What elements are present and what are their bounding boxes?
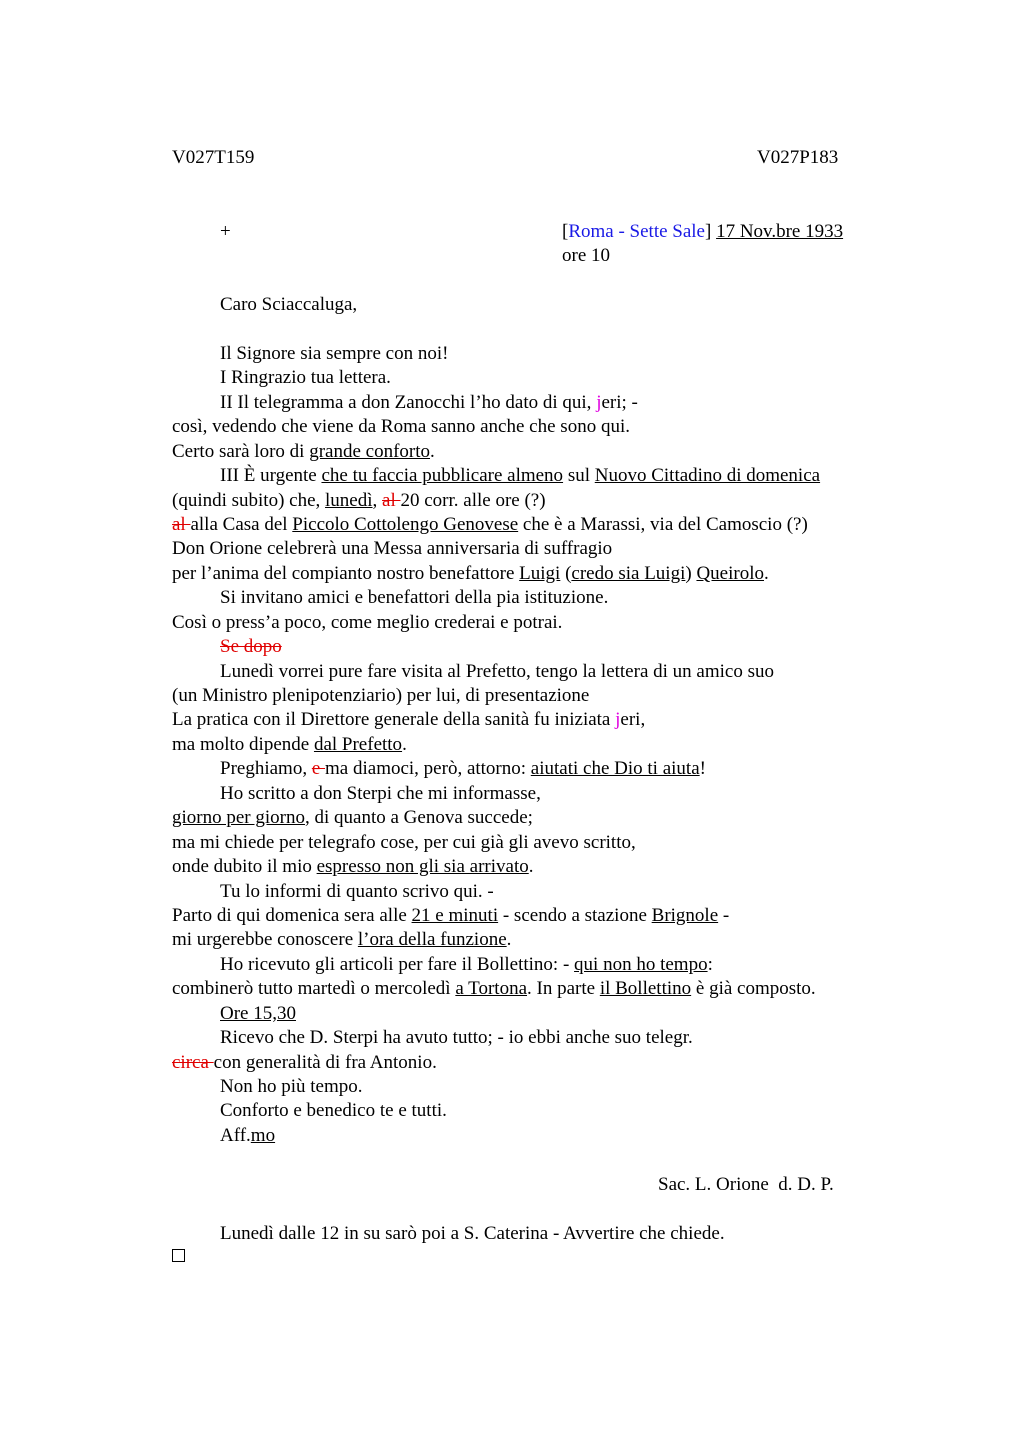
checkbox-square-icon xyxy=(172,1249,185,1262)
body-line: Lunedì vorrei pure fare visita al Prefetto, tengo la lettera di un amico suo xyxy=(220,661,774,682)
body-line: Ho scritto a don Sterpi che mi informasse, xyxy=(220,783,541,804)
correction-mark: j xyxy=(615,709,621,730)
body-line: Tu lo informi di quanto scrivo qui. - xyxy=(220,881,494,902)
date: 17 Nov.bre 1933 xyxy=(716,221,844,242)
body-line: Don Orione celebrerà una Messa anniversaria di suffragio xyxy=(172,538,613,559)
time: ore 10 xyxy=(562,245,611,266)
body-line: Aff.mo xyxy=(220,1125,276,1146)
place-date xyxy=(562,220,843,244)
body-line: Conforto e benedico te e tutti. xyxy=(220,1100,447,1121)
bracket-open: [ xyxy=(562,221,569,242)
deletion-mark: al xyxy=(382,490,401,511)
body-line: ma molto dipende dal Prefetto. xyxy=(172,734,407,755)
body-line: III È urgente che tu faccia pubblicare almeno sul Nuovo Cittadino di domenica xyxy=(220,465,821,486)
body-line xyxy=(220,635,282,659)
body-line: Certo sarà loro di grande conforto. xyxy=(172,441,435,462)
document-code-left: V027T159 xyxy=(172,147,255,168)
salutation: Caro Sciaccaluga, xyxy=(220,294,358,315)
body-line: Non ho più tempo. xyxy=(220,1076,363,1097)
deletion-mark: al xyxy=(172,514,191,535)
body-line: ma mi chiede per telegrafo cose, per cui già gli avevo scritto, xyxy=(172,832,636,853)
body-line: onde dubito il mio espresso non gli sia arrivato. xyxy=(172,856,534,877)
postscript: Lunedì dalle 12 in su sarò poi a S. Caterina - Avvertire che chiede. xyxy=(220,1223,725,1244)
body-line: mi urgerebbe conoscere l’ora della funzione. xyxy=(172,929,512,950)
body-line: (quindi subito) che, lunedì, al 20 corr. alle ore (?) xyxy=(172,490,546,511)
body-line: Ore 15,30 xyxy=(220,1003,296,1024)
body-line: Ricevo che D. Sterpi ha avuto tutto; - io ebbi anche suo telegr. xyxy=(220,1027,693,1048)
place: Roma - Sette Sale xyxy=(568,221,705,242)
body-line: Il Signore sia sempre con noi! xyxy=(220,343,449,364)
body-line: circa con generalità di fra Antonio. xyxy=(172,1052,437,1073)
deletion-mark: circa xyxy=(172,1052,214,1073)
body-line: al alla Casa del Piccolo Cottolengo Genovese che è a Marassi, via del Camoscio (?) xyxy=(172,514,808,535)
body-line: combinerò tutto martedì o mercoledì a Tortona. In parte il Bollettino è già composto. xyxy=(172,978,816,999)
body-line: Si invitano amici e benefattori della pia istituzione. xyxy=(220,587,609,608)
body-line: Preghiamo, e ma diamoci, però, attorno: aiutati che Dio ti aiuta! xyxy=(220,758,706,779)
body-line: Parto di qui domenica sera alle 21 e minuti - scendo a stazione Brignole - xyxy=(172,905,730,926)
correction-mark: j xyxy=(596,392,602,413)
document-code-right: V027P183 xyxy=(757,147,839,168)
bracket-close: ] xyxy=(705,221,712,242)
body-line: Ho ricevuto gli articoli per fare il Bollettino: - qui non ho tempo: xyxy=(220,954,713,975)
signature: Sac. L. Orione d. D. P. xyxy=(658,1174,834,1195)
deletion-mark: Se dopo xyxy=(220,636,282,657)
body-line: così, vedendo che viene da Roma sanno anche che sono qui. xyxy=(172,416,630,437)
body-line: La pratica con il Direttore generale della sanità fu iniziata jeri, xyxy=(172,709,646,730)
cross-mark: + xyxy=(220,221,231,242)
body-line: giorno per giorno, di quanto a Genova succede; xyxy=(172,807,533,828)
body-line: II Il telegramma a don Zanocchi l’ho dato di qui, jeri; - xyxy=(220,392,638,413)
body-line: Così o press’a poco, come meglio crederai e potrai. xyxy=(172,612,563,633)
deletion-mark: e xyxy=(311,758,326,779)
body-line: I Ringrazio tua lettera. xyxy=(220,367,391,388)
body-line: per l’anima del compianto nostro benefattore Luigi (credo sia Luigi) Queirolo. xyxy=(172,563,769,584)
body-line: (un Ministro plenipotenziario) per lui, di presentazione xyxy=(172,685,590,706)
